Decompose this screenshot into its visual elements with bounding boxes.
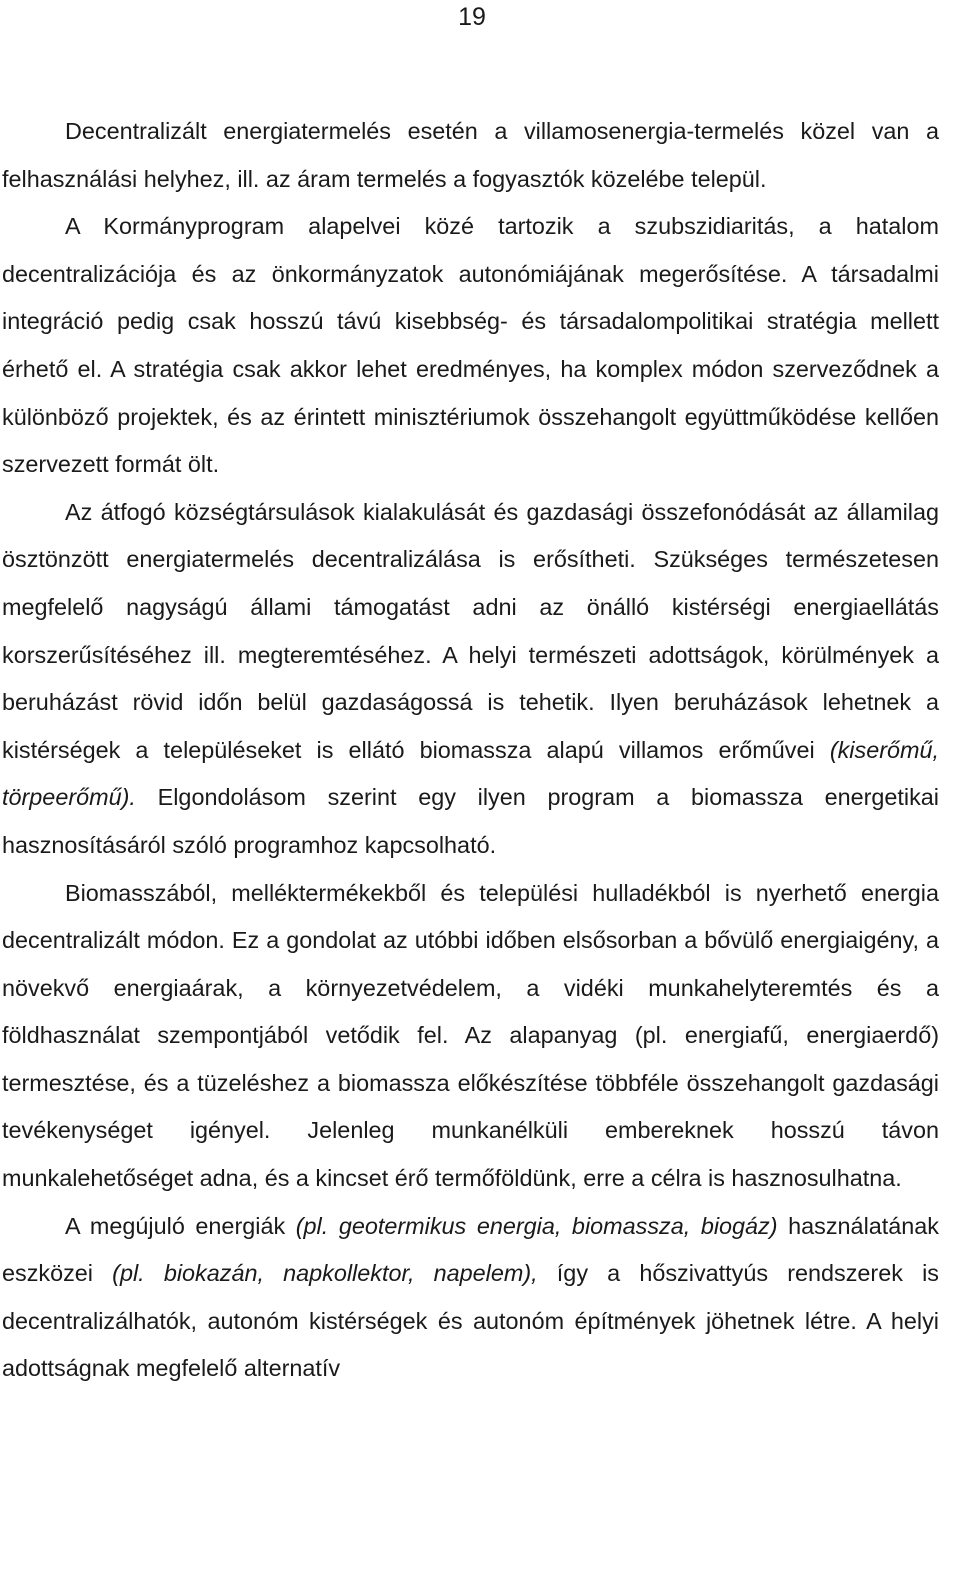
paragraph-5-part-5: így a hőszivattyús rendszerek is decentralizálhatók, autonóm kistérségek és autonóm építmények jöhetnek létre. A helyi adottságnak megfelelő alternatív (2, 1260, 939, 1382)
paragraph-5-part-1: A megújuló energiák (65, 1212, 296, 1239)
paragraph-government-program: A Kormányprogram alapelvei közé tartozik a szubszidiaritás, a hatalom decentralizációja és az önkormányzatok autonómiájának megerősítése. A társadalmi integráció pedig csak hosszú távú kisebbség- és társadalompolitikai stratégia mellett érhető el. A stratégia csak akkor lehet eredményes, ha komplex módon szerveződnek a különböző projektek, és az érintett minisztériumok összehangolt együttműködése kellően szervezett formát ölt. (2, 213, 939, 478)
paragraph-decentralized-generation: Decentralizált energiatermelés esetén a villamosenergia-termelés közel van a felhasználási helyhez, ill. az áram termelés a fogyasztók közelébe települ. (2, 118, 939, 192)
body-text (2, 108, 939, 1393)
paragraph-municipal-associations (2, 489, 939, 870)
paragraph-3-italic-note: (kiserőmű, törpeerőmű). (2, 736, 939, 811)
page-number: 19 (458, 3, 486, 31)
paragraph-5-italic-devices: (pl. biokazán, napkollektor, napelem), (112, 1260, 538, 1287)
paragraph-biomass: Biomasszából, melléktermékekből és települési hulladékból is nyerhető energia decentralizált módon. Ez a gondolat az utóbbi időben elsősorban a bővülő energiaigény, a növekvő energiaárak, a környezetvédelem, a vidéki munkahelyteremtés és a földhasználat szempontjából vetődik fel. Az alapanyag (pl. energiafű, energiaerdő) termesztése, és a tüzeléshez a biomassza előkészítése többféle összehangolt gazdasági tevékenységet igényel. Jelenleg munkanélküli embereknek hosszú távon munkalehetőséget adna, és a kincset érő termőföldünk, erre a célra is hasznosulhatna. (2, 879, 939, 1192)
paragraph-3-text-after: Elgondolásom szerint egy ilyen program a biomassza energetikai hasznosításáról szóló programhoz kapcsolható. (2, 784, 939, 858)
paragraph-5-italic-examples: (pl. geotermikus energia, biomassza, biogáz) (295, 1212, 778, 1239)
paragraph-5-part-3: használatának eszközei (2, 1212, 939, 1287)
paragraph-3-text-before: Az átfogó községtársulások kialakulását és gazdasági összefonódását az államilag ösztönzött energiatermelés decentralizálása is erősítheti. Szükséges természetesen megfelelő nagyságú állami támogatást adni az önálló kistérségi energiaellátás korszerűsítéséhez ill. megteremtéséhez. A helyi természeti adottságok, körülmények a beruházást rövid időn belül gazdaságossá is tehetik. Ilyen beruházások lehetnek a kistérségek a településeket is ellátó biomassza alapú villamos erőművei (2, 498, 939, 763)
paragraph-renewable-energies (2, 1203, 939, 1393)
